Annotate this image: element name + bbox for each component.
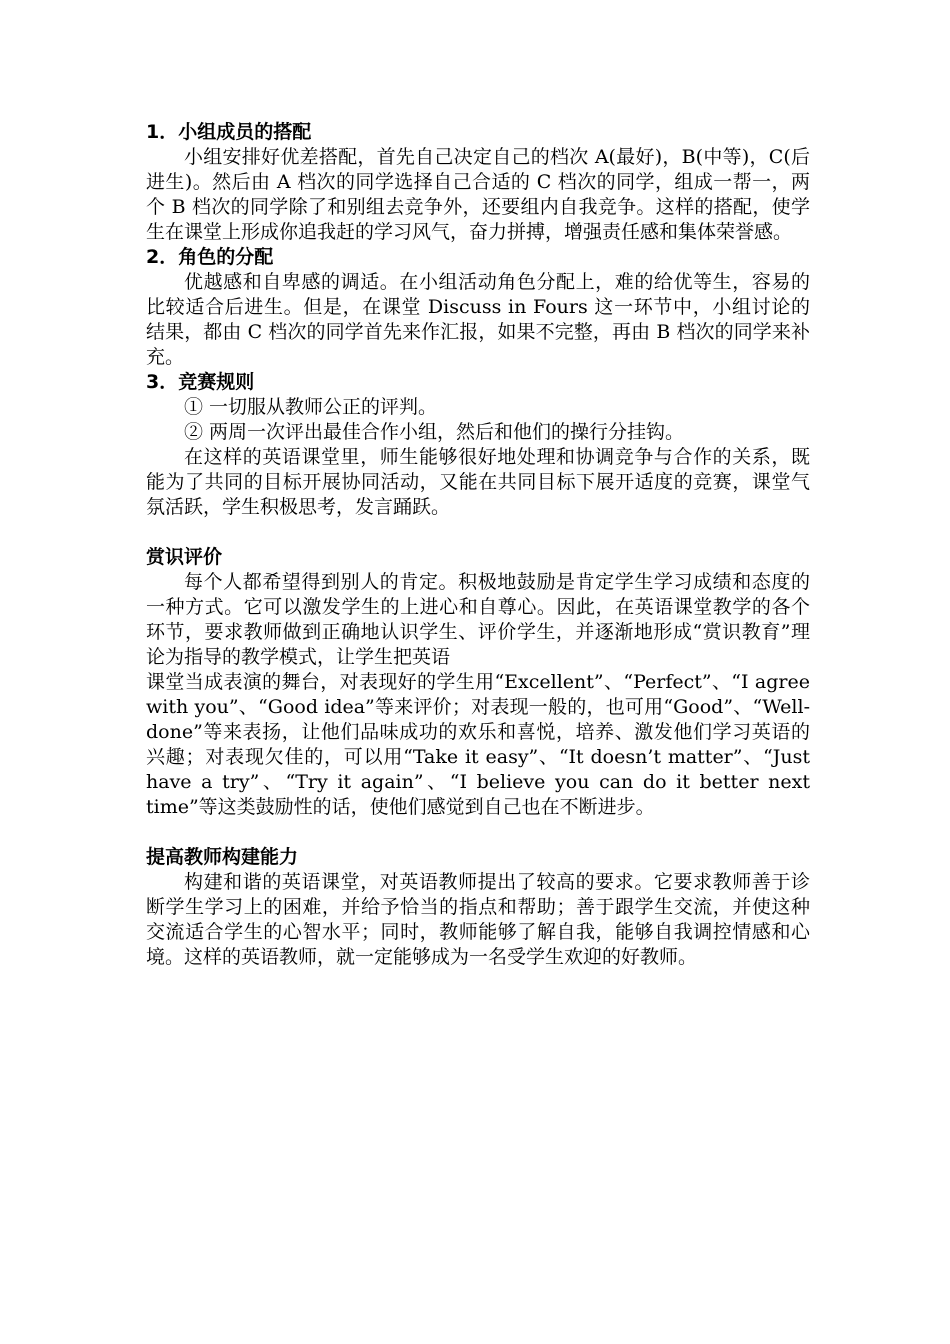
section-heading-appreciation: 赏识评价 xyxy=(146,546,223,568)
section-heading-teacher-ability: 提高教师构建能力 xyxy=(146,846,299,868)
paragraph-member-pairing: 小组安排好优差搭配，首先自己决定自己的档次 A(最好)，B(中等)，C(后进生)。然后由 A 档次的同学选择自己合适的 C 档次的同学，组成一帮一，两个 B 档次的同学除了和别组去竞争外，还要组内自我竞争。这样的搭配，使学生在课堂上形成你追我赶的学习风气，奋力拼搏，增强责任感和集体荣誉感。 xyxy=(146,146,810,243)
rule-item-1: ① 一切服从教师公正的评判。 xyxy=(184,396,438,418)
paragraph-teacher-ability: 构建和谐的英语课堂，对英语教师提出了较高的要求。它要求教师善于诊断学生学习上的困难，并给予恰当的指点和帮助；善于跟学生交流，并使这种交流适合学生的心智水平；同时，教师能够了解自我，能够自我调控情感和心境。这样的英语教师，就一定能够成为一名受学生欢迎的好教师。 xyxy=(146,871,810,968)
section-heading-competition-rules: 3．竞赛规则 xyxy=(146,371,255,393)
spacer xyxy=(146,820,810,845)
section-heading-member-pairing: 1．小组成员的搭配 xyxy=(146,121,312,143)
spacer xyxy=(146,520,810,545)
paragraph-competition-summary: 在这样的英语课堂里，师生能够很好地处理和协调竞争与合作的关系，既能为了共同的目标开展协同活动，又能在共同目标下展开适度的竞赛，课堂气氛活跃，学生积极思考，发言踊跃。 xyxy=(146,446,810,518)
document-page xyxy=(146,120,810,970)
paragraph-appreciation-1: 每个人都希望得到别人的肯定。积极地鼓励是肯定学生学习成绩和态度的一种方式。它可以激发学生的上进心和自尊心。因此，在英语课堂教学的各个环节，要求教师做到正确地认识学生、评价学生，并逐渐地形成“赏识教育”理论为指导的教学模式，让学生把英语 xyxy=(146,571,810,668)
paragraph-appreciation-2: 课堂当成表演的舞台，对表现好的学生用“Excellent”、“Perfect”、“I agree with you”、“Good idea”等来评价；对表现一般的，也可用“Good”、“Well-done”等来表扬，让他们品味成功的欢乐和喜悦，培养、激发他们学习英语的兴趣；对表现欠佳的，可以用“Take it easy”、“It doesn’t matter”、“Just have a try”、“Try it again”、“I believe you can do it better next time”等这类鼓励性的话，使他们感觉到自己也在不断进步。 xyxy=(146,671,810,818)
rule-item-2: ② 两周一次评出最佳合作小组，然后和他们的操行分挂钩。 xyxy=(184,421,685,443)
paragraph-role-assignment: 优越感和自卑感的调适。在小组活动角色分配上，难的给优等生，容易的比较适合后进生。但是，在课堂 Discuss in Fours 这一环节中，小组讨论的结果，都由 C 档次的同学首先来作汇报，如果不完整，再由 B 档次的同学来补充。 xyxy=(146,271,810,368)
section-heading-role-assignment: 2．角色的分配 xyxy=(146,246,274,268)
